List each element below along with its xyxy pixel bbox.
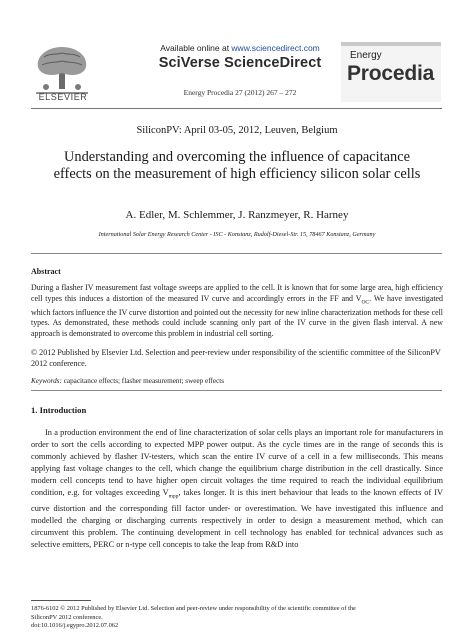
available-online-prefix: Available online at — [160, 43, 232, 53]
footnote-line-1: 1876-6102 © 2012 Published by Elsevier Ltd. Selection and peer-review under responsibility of the scientific committee of the — [31, 605, 356, 612]
header-divider — [31, 108, 442, 109]
abstract-bottom-divider — [31, 390, 442, 391]
abstract-text — [31, 283, 443, 340]
abstract-text-part2: . We have investigated which factors influence the IV curve distortion and pointed out the necessity for new inline characterization methods for these cell types. As demonstrated, these methods could include scanning only part of the IV curve in the given flash interval. A new approach is demonstrated to overcome this problem in industrial cell sorting. — [31, 293, 443, 338]
footnote-line-2: SiliconPV 2012 conference. — [31, 613, 103, 621]
available-online-line — [140, 43, 340, 53]
publisher-name: ELSEVIER — [38, 92, 88, 102]
keywords-line — [31, 377, 443, 385]
abstract-text-part1: During a flasher IV measurement fast voltage sweeps are applied to the cell. It is known that for some large area, high efficiency cell types this induces a distortion of the measured IV curve and accordingly errors in the FF and V — [31, 283, 443, 303]
copyright-statement: © 2012 Published by Elsevier Ltd. Selection and peer-review under responsibility of the scientific committee of the SiliconPV 2012 conference. — [31, 348, 441, 368]
voc-subscript: OC — [361, 299, 370, 306]
elsevier-tree-logo — [32, 43, 92, 99]
keywords-values: capacitance effects; flasher measurement; sweep effects — [61, 377, 225, 385]
intro-text-part2: , takes longer. It is this inert behaviour that leads to the known effects of IV curve distortion and the corresponding fill factor under- or overestimation. We have investigated this influence and modelled the charging or discharging currents respectively in order to design a measurement method, which can circumvent this problem. The continuing development in cell technology has enabled for technical advances such as selective emitters, PERC or n-type cell concepts to take the leap from R&D into — [31, 487, 443, 550]
abstract-top-divider — [31, 253, 442, 254]
journal-reference: Energy Procedia 27 (2012) 267 – 272 — [183, 88, 297, 97]
energy-label: Energy — [350, 50, 382, 61]
sciverse-logo-text: SciVerse ScienceDirect — [158, 55, 322, 71]
intro-text-part1: In a production environment the end of line characterization of solar cells plays an important role for manufacturers in order to sort the cells according to expected MPP power output. As the cycle times are in the range of seconds this is commonly achieved by flasher IV-testers, which scan the entire IV curve of a cell in a few milliseconds. This means applying fast voltage changes to the cell, which change the equilibrium charge distribution in the cell drastically. Since modern cell concepts tend to have higher open circuit voltages the time required to reach the individual equilibrium condition, e.g. for voltages exceeding V — [31, 428, 443, 497]
footnote-divider — [31, 600, 91, 601]
vmpp-subscript: mpp — [168, 493, 179, 500]
keywords-label: Keywords: — [31, 377, 62, 385]
abstract-heading: Abstract — [31, 267, 61, 276]
affiliation: International Solar Energy Research Center - ISC - Konstanz, Rudolf-Diesel-Str. 15, 78467 Konstanz, Germany — [98, 231, 376, 238]
procedia-label: Procedia — [347, 62, 435, 85]
paper-title: Understanding and overcoming the influence of capacitance effects on the measurement of high efficiency silicon solar cells — [53, 149, 421, 183]
authors: A. Edler, M. Schlemmer, J. Ranzmeyer, R. Harney — [125, 209, 349, 221]
section-heading-introduction: 1. Introduction — [31, 405, 87, 415]
introduction-paragraph — [31, 427, 443, 551]
footnote — [31, 605, 371, 631]
footnote-doi[interactable]: doi:10.1016/j.egypro.2012.07.062 — [31, 622, 119, 630]
sciencedirect-link[interactable]: www.sciencedirect.com — [231, 43, 320, 53]
conference-line: SiliconPV: April 03-05, 2012, Leuven, Belgium — [136, 125, 338, 136]
